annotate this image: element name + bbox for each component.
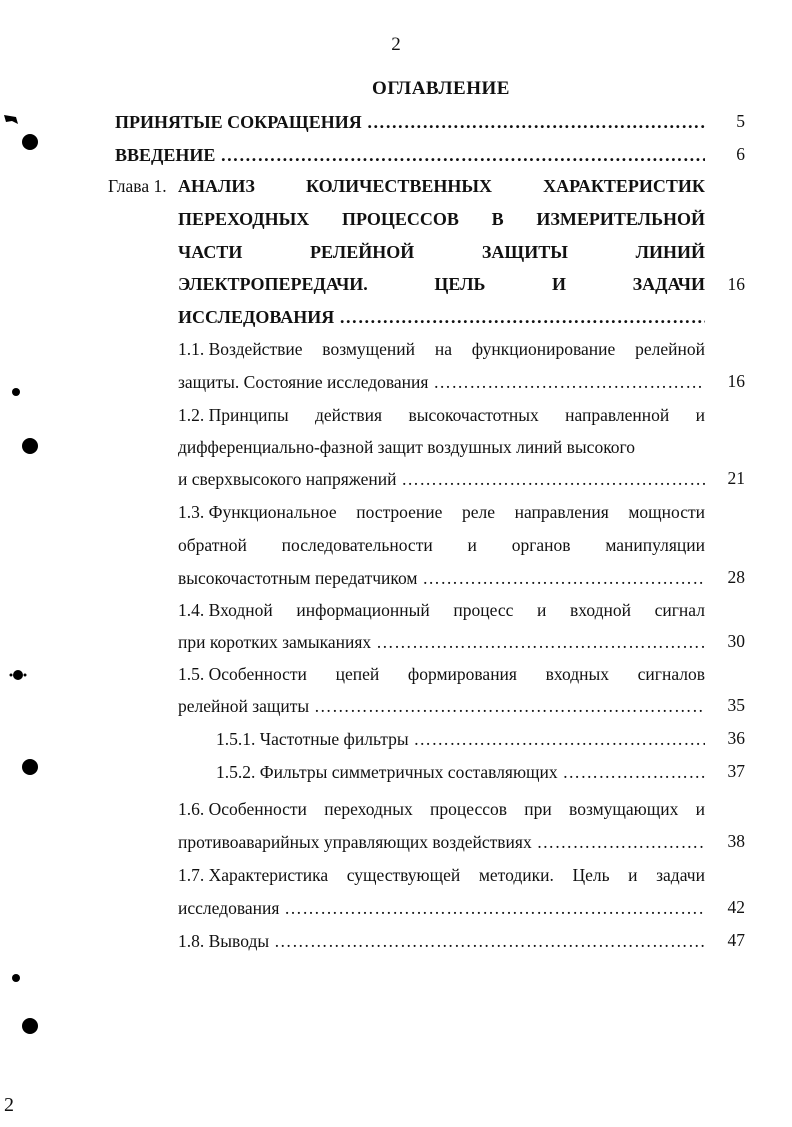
toc-page: 38 — [727, 831, 745, 851]
section-1-8[interactable]: 1.8. Выводы …………………………………………………………………………………………………………………… — [178, 930, 705, 952]
toc-page: 37 — [727, 761, 745, 781]
toc-page: 47 — [727, 930, 745, 950]
toc-page: 21 — [727, 468, 745, 488]
section-1-4[interactable]: 1.4. Входной информационный процесс и входной сигнал — [178, 600, 705, 620]
punch-hole-icon — [22, 438, 38, 454]
section-1-7[interactable]: 1.7. Характеристика существующей методики. Цель и задачи — [178, 865, 705, 885]
toc-page: 36 — [727, 728, 745, 748]
section-1-7-cont[interactable]: исследования …………………………………………………………………………………………………………………… — [178, 897, 705, 919]
handwritten-page-mark: 2 — [4, 1094, 14, 1116]
toc-page: 5 — [736, 111, 745, 131]
chapter-title-line[interactable]: АНАЛИЗ КОЛИЧЕСТВЕННЫХ ХАРАКТЕРИСТИК — [178, 176, 705, 196]
section-1-6[interactable]: 1.6. Особенности переходных процессов при возмущающих и — [178, 799, 705, 819]
section-1-3[interactable]: 1.3. Функциональное построение реле направления мощности — [178, 502, 705, 522]
section-1-2-cont[interactable]: и сверхвысокого напряжений …………………………………………………………………………………………………………………… — [178, 468, 705, 490]
section-1-1-cont[interactable]: защиты. Состояние исследования …………………………………………………………………………………………………………………… — [178, 371, 705, 393]
subsection-1-5-2[interactable]: 1.5.2. Фильтры симметричных составляющих …………………………………………………………………………………………………………………… — [216, 761, 705, 783]
page-title: ОГЛАВЛЕНИЕ — [372, 78, 510, 99]
section-1-3-cont[interactable]: высокочастотным передатчиком …………………………………………………………………………………………………………………… — [178, 567, 705, 589]
punch-hole-icon — [12, 974, 20, 982]
toc-entry-introduction[interactable]: ВВЕДЕНИЕ …………………………………………………………………………………………………………………… — [115, 144, 705, 166]
section-1-4-cont[interactable]: при коротких замыканиях …………………………………………………………………………………………………………………… — [178, 631, 705, 653]
chapter-prefix: Глава 1. — [108, 176, 167, 196]
scan-mark-icon — [8, 668, 28, 687]
toc-page: 16 — [727, 274, 745, 294]
toc-page: 6 — [736, 144, 745, 164]
chapter-title-line[interactable]: ПЕРЕХОДНЫХ ПРОЦЕССОВ В ИЗМЕРИТЕЛЬНОЙ — [178, 209, 705, 229]
section-1-5[interactable]: 1.5. Особенности цепей формирования входных сигналов — [178, 664, 705, 684]
toc-entry-abbreviations[interactable]: ПРИНЯТЫЕ СОКРАЩЕНИЯ …………………………………………………………………………………………………………………… — [115, 111, 705, 133]
chapter-title-last-line[interactable]: ИССЛЕДОВАНИЯ …………………………………………………………………………………………………………………… — [178, 306, 705, 328]
toc-page: 28 — [727, 567, 745, 587]
section-1-1[interactable]: 1.1. Воздействие возмущений на функционирование релейной — [178, 339, 705, 359]
subsection-1-5-1[interactable]: 1.5.1. Частотные фильтры …………………………………………………………………………………………………………………… — [216, 728, 705, 750]
chapter-title-line[interactable]: ЧАСТИ РЕЛЕЙНОЙ ЗАЩИТЫ ЛИНИЙ — [178, 242, 705, 262]
section-1-2-mid[interactable]: дифференциально-фазной защит воздушных линий высокого — [178, 437, 636, 457]
punch-hole-icon — [22, 134, 38, 150]
section-1-2[interactable]: 1.2. Принципы действия высокочастотных направленной и — [178, 405, 705, 425]
section-1-5-cont[interactable]: релейной защиты …………………………………………………………………………………………………………………… — [178, 695, 705, 717]
page-number: 2 — [391, 34, 401, 55]
toc-page: 42 — [727, 897, 745, 917]
toc-page: 35 — [727, 695, 745, 715]
section-1-3-mid[interactable]: обратной последовательности и органов манипуляции — [178, 535, 705, 555]
punch-hole-icon — [22, 1018, 38, 1034]
scan-mark-icon — [2, 112, 22, 131]
chapter-title-line[interactable]: ЭЛЕКТРОПЕРЕДАЧИ. ЦЕЛЬ И ЗАДАЧИ — [178, 274, 705, 294]
punch-hole-icon — [22, 759, 38, 775]
toc-page: 16 — [727, 371, 745, 391]
section-1-6-cont[interactable]: противоаварийных управляющих воздействиях …………………………………………………………………………………………………………………… — [178, 831, 705, 853]
punch-hole-icon — [12, 388, 20, 396]
toc-page: 30 — [727, 631, 745, 651]
